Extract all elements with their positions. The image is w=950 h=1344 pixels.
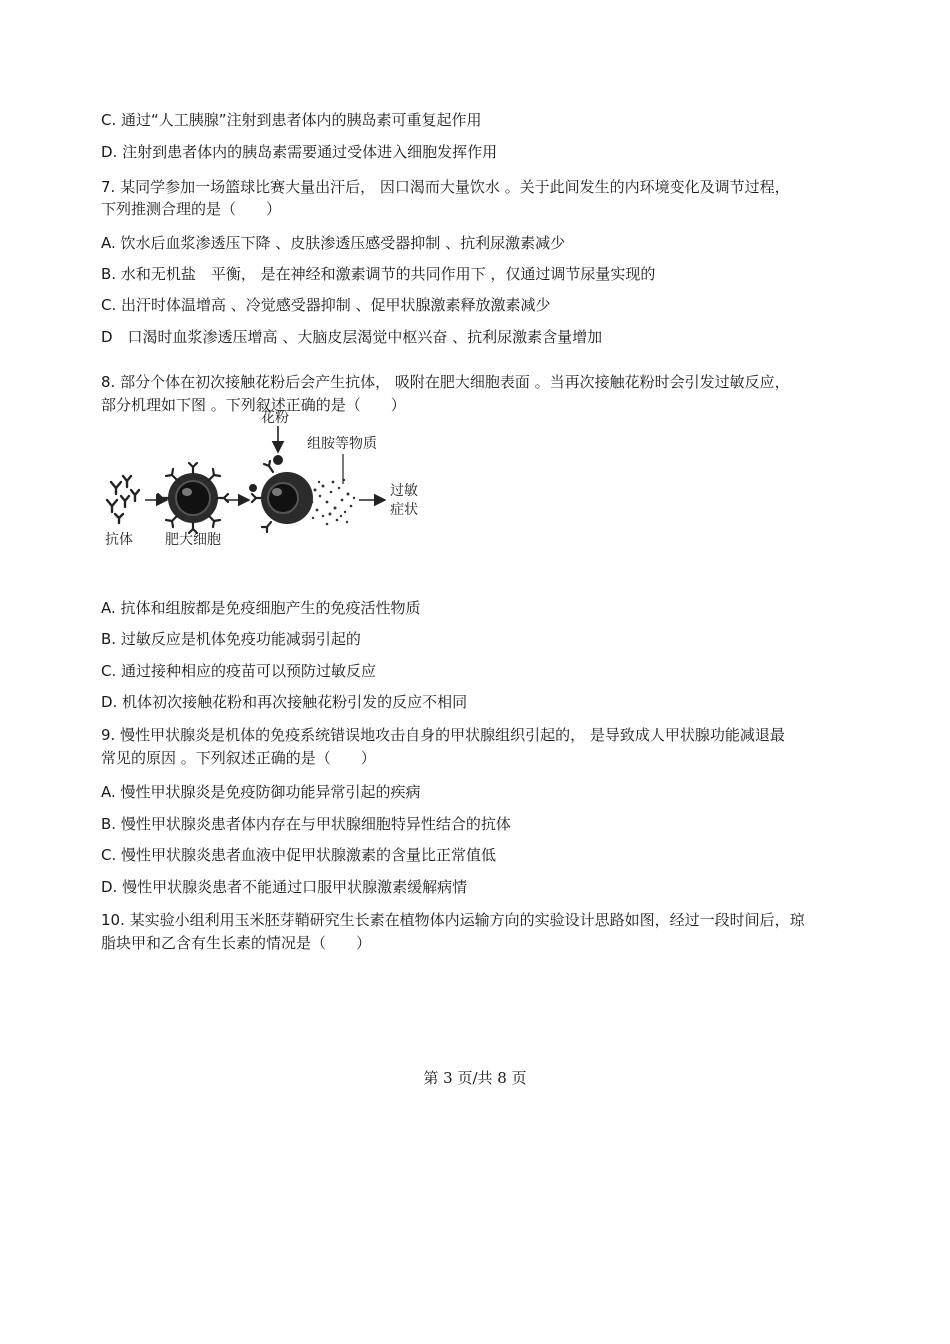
question-9-option-d: D. 慢性甲状腺炎患者不能通过口服甲状腺激素缓解病情	[101, 878, 468, 896]
question-8-option-c: C. 通过接种相应的疫苗可以预防过敏反应	[101, 662, 377, 680]
question-9-option-a: A. 慢性甲状腺炎是免疫防御功能异常引起的疾病	[101, 783, 421, 801]
question-10-stem-line-1: 10. 某实验小组利用玉米胚芽鞘研究生长素在植物体内运输方向的实验设计思路如图，经过一段时间后，琼	[101, 911, 805, 929]
question-8-stem-line-1: 8. 部分个体在初次接触花粉后会产生抗体， 吸附在肥大细胞表面 。当再次接触花粉时会引发过敏反应，	[101, 373, 790, 391]
symptom-label-1: 过敏	[390, 483, 418, 499]
question-10-stem-line-2: 脂块甲和乙含有生长素的情况是（ ）	[101, 934, 372, 952]
question-9-option-b: B. 慢性甲状腺炎患者体内存在与甲状腺细胞特异性结合的抗体	[101, 815, 511, 833]
question-6-option-d: D. 注射到患者体内的胰岛素需要通过受体进入细胞发挥作用	[101, 143, 498, 161]
question-8-option-a: A. 抗体和组胺都是免疫细胞产生的免疫活性物质	[101, 599, 421, 617]
allergy-mechanism-figure	[101, 410, 427, 552]
mast-cell-label: 肥大细胞	[165, 532, 221, 548]
question-7-option-c: C. 出汗时体温增高 、冷觉感受器抑制 、促甲状腺激素释放激素减少	[101, 296, 551, 314]
free-antibodies-icon	[107, 476, 139, 523]
histamine-label: 组胺等物质	[307, 436, 377, 452]
page-number-footer: 第 3 页/共 8 页	[423, 1069, 527, 1087]
histamine-granules-icon	[311, 479, 356, 526]
mast-cell-icon	[158, 463, 228, 533]
question-7-stem-line-1: 7. 某同学参加一场篮球比赛大量出汗后， 因口渴而大量饮水 。关于此间发生的内环境变化及调节过程，	[101, 178, 790, 196]
question-9-stem-line-2: 常见的原因 。下列叙述正确的是（ ）	[101, 749, 376, 767]
question-8-option-b: B. 过敏反应是机体免疫功能减弱引起的	[101, 630, 361, 648]
question-7-option-d: D 口渴时血浆渗透压增高 、大脑皮层渴觉中枢兴奋 、抗利尿激素含量增加	[101, 328, 603, 346]
question-8-option-d: D. 机体初次接触花粉和再次接触花粉引发的反应不相同	[101, 693, 468, 711]
symptom-label-2: 症状	[390, 502, 418, 518]
question-9-option-c: C. 慢性甲状腺炎患者血液中促甲状腺激素的含量比正常值低	[101, 846, 497, 864]
question-6-option-c: C. 通过“人工胰腺”注射到患者体内的胰岛素可重复起作用	[101, 111, 482, 129]
question-8-stem-line-2: 部分机理如下图 。下列叙述正确的是（ ）	[101, 396, 406, 414]
question-7-option-a: A. 饮水后血浆渗透压下降 、皮肤渗透压感受器抑制 、抗利尿激素减少	[101, 234, 566, 252]
question-7-stem-line-2: 下列推测合理的是（ ）	[101, 200, 282, 218]
antibody-label: 抗体	[105, 532, 133, 548]
question-7-option-b: B. 水和无机盐 平衡， 是在神经和激素调节的共同作用下 ，仅通过调节尿量实现的	[101, 265, 656, 283]
pollen-label: 花粉	[261, 410, 289, 426]
question-9-stem-line-1: 9. 慢性甲状腺炎是机体的免疫系统错误地攻击自身的甲状腺组织引起的， 是导致成人甲状腺功能减退最	[101, 726, 785, 744]
activated-mast-cell-icon	[252, 461, 313, 532]
pollen-icon	[273, 455, 283, 465]
pollen-particle-icon	[249, 484, 257, 492]
allergy-diagram	[101, 410, 427, 552]
